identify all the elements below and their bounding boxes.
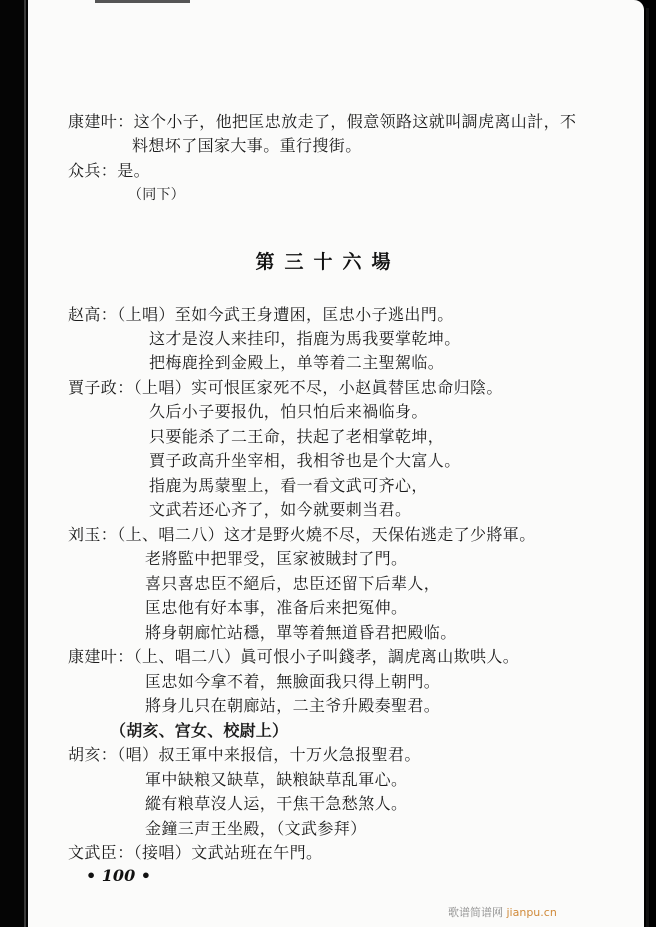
dialogue-text: （上唱）至如今武王身遭困，匡忠小子逃出門。: [117, 305, 454, 324]
dialogue-line: [145, 672, 440, 692]
dialogue-line: [68, 112, 576, 132]
dialogue-text: 久后小子要报仇，怕只怕后来禍临身。: [149, 402, 428, 421]
speaker-name: 康建叶：: [68, 647, 134, 666]
dialogue-line: [149, 451, 461, 471]
dialogue-text: 喜只喜忠臣不絕后，忠臣还留下后辈人，: [145, 574, 441, 593]
dialogue-text: 賈子政高升坐宰相，我相爷也是个大富人。: [149, 451, 461, 470]
dialogue-line: [68, 305, 454, 325]
scene-title: 第三十六場: [255, 251, 401, 273]
dialogue-line: [68, 161, 150, 181]
dialogue-line: [145, 819, 367, 839]
dialogue-text: 金鐘三声王坐殿，（文武参拜）: [145, 819, 367, 838]
stage-direction: [128, 185, 185, 205]
stage-direction: [110, 721, 288, 741]
dialogue-text: （上唱）实可恨匡家死不尽，小赵眞替匡忠命归陰。: [133, 378, 503, 397]
dialogue-text: 匡忠他有好本事，准备后来把冤伸。: [145, 598, 408, 617]
dialogue-line: [149, 402, 428, 422]
dialogue-line: [149, 476, 428, 496]
speaker-name: 康建叶：: [68, 112, 134, 131]
dialogue-text: 指鹿为馬蒙聖上，看一看文武可齐心，: [149, 476, 428, 495]
page-number: • 100 •: [86, 866, 151, 885]
dialogue-text: 老將監中把罪受，匡家被賊封了門。: [145, 549, 408, 568]
scan-right-margin: [649, 0, 656, 927]
dialogue-text: 縱有粮草沒人运，干焦干急愁煞人。: [145, 794, 408, 813]
speaker-name: 众兵：: [68, 161, 118, 180]
dialogue-line: [68, 525, 536, 545]
dialogue-line: [145, 623, 457, 643]
stage-direction-text: （胡亥、宫女、校尉上）: [110, 721, 289, 740]
dialogue-text: 將身朝廊忙站穩，單等着無道昏君把殿临。: [145, 623, 457, 642]
dialogue-text: 这才是沒人来挂印，指鹿为馬我要掌乾坤。: [149, 329, 461, 348]
dialogue-text: （接唱）文武站班在午門。: [133, 843, 323, 862]
dialogue-text: 把梅鹿拴到金殿上，单等着二主聖駕临。: [149, 353, 445, 372]
dialogue-text: 是。: [117, 161, 151, 180]
dialogue-text: 文武若还心齐了，如今就要刺当君。: [149, 500, 412, 519]
dialogue-line: [145, 598, 407, 618]
dialogue-text: 料想坏了国家大事。重行搜街。: [132, 136, 362, 155]
dialogue-line: [68, 843, 322, 863]
dialogue-text: （上、唱二八）这才是野火燒不尽，天保佑逃走了少將軍。: [117, 525, 536, 544]
watermark-url: jianpu.cn: [506, 906, 557, 919]
speaker-name: 胡亥：: [68, 745, 118, 764]
dialogue-text: 匡忠如今拿不着，無臉面我只得上朝門。: [145, 672, 441, 691]
dialogue-line: [149, 329, 461, 349]
dialogue-line: [132, 136, 362, 156]
dialogue-text: 將身儿只在朝廊站，二主爷升殿奏聖君。: [145, 696, 441, 715]
dialogue-line: [68, 378, 503, 398]
dialogue-line: [145, 794, 407, 814]
dialogue-line: [145, 770, 407, 790]
scan-top-mark: [95, 0, 190, 3]
dialogue-text: （上、唱二八）眞可恨小子叫錢孝，調虎离山欺哄人。: [133, 647, 520, 666]
watermark: [448, 904, 557, 920]
dialogue-line: [145, 696, 440, 716]
scan-left-rule: [24, 0, 26, 927]
dialogue-line: [145, 574, 440, 594]
speaker-name: 赵高：: [68, 305, 118, 324]
speaker-name: 文武臣：: [68, 843, 134, 862]
dialogue-line: [145, 549, 407, 569]
dialogue-text: （唱）叔王軍中来报信，十万火急报聖君。: [117, 745, 421, 764]
dialogue-line: [149, 500, 411, 520]
dialogue-text: 軍中缺粮又缺草，缺粮缺草乱軍心。: [145, 770, 408, 789]
dialogue-line: [68, 647, 519, 667]
dialogue-text: 只要能杀了二王命，扶起了老相掌乾坤，: [149, 427, 445, 446]
speaker-name: 賈子政：: [68, 378, 134, 397]
stage-direction-text: （同下）: [128, 187, 185, 203]
watermark-site-name: 歌谱简谱网: [448, 906, 503, 919]
dialogue-line: [149, 427, 444, 447]
dialogue-text: 这个小子，他把匡忠放走了，假意领路这就叫調虎离山計，不: [133, 112, 577, 131]
dialogue-line: [68, 745, 421, 765]
speaker-name: 刘玉：: [68, 525, 118, 544]
dialogue-line: [149, 353, 444, 373]
